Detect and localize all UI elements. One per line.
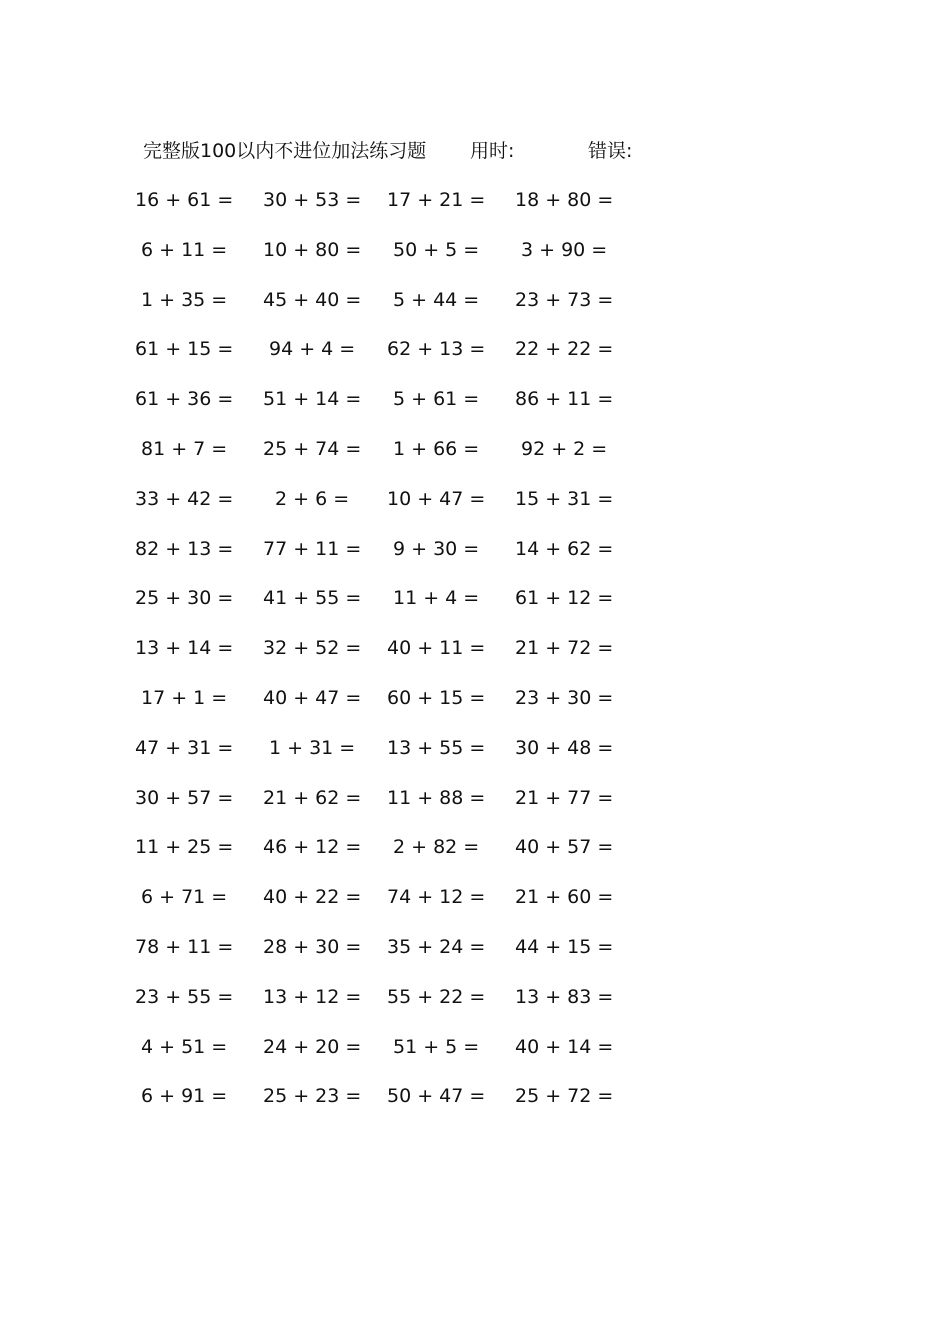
problem-cell: 25 + 23 = [263, 1085, 362, 1108]
problem-cell: 50 + 47 = [387, 1085, 486, 1108]
problem-cell: 9 + 30 = [393, 537, 480, 560]
problem-cell: 46 + 12 = [263, 836, 362, 859]
problem-cell: 62 + 13 = [387, 338, 486, 361]
problem-cell: 28 + 30 = [263, 935, 362, 958]
problem-row [0, 1081, 950, 1131]
problem-cell: 13 + 55 = [387, 736, 486, 759]
problem-cell: 40 + 22 = [263, 886, 362, 909]
problem-cell: 94 + 4 = [269, 338, 356, 361]
problem-cell: 30 + 48 = [515, 736, 614, 759]
problem-cell: 21 + 72 = [515, 637, 614, 660]
problem-cell: 47 + 31 = [135, 736, 234, 759]
problem-cell: 23 + 30 = [515, 686, 614, 709]
problem-row [0, 583, 950, 633]
problem-cell: 78 + 11 = [135, 935, 234, 958]
problem-row [0, 783, 950, 833]
problem-row [0, 334, 950, 384]
problem-grid [0, 185, 950, 1131]
problem-cell: 77 + 11 = [263, 537, 362, 560]
problem-cell: 17 + 21 = [387, 189, 486, 211]
problem-cell: 23 + 55 = [135, 985, 234, 1008]
problem-cell: 10 + 80 = [263, 238, 362, 261]
problem-row [0, 733, 950, 783]
problem-cell: 13 + 83 = [515, 985, 614, 1008]
problem-cell: 18 + 80 = [515, 189, 614, 211]
problem-cell: 74 + 12 = [387, 886, 486, 909]
problem-cell: 60 + 15 = [387, 686, 486, 709]
problem-cell: 81 + 7 = [141, 437, 228, 460]
problem-cell: 55 + 22 = [387, 985, 486, 1008]
problem-cell: 30 + 53 = [263, 189, 362, 211]
problem-row [0, 285, 950, 335]
problem-cell: 3 + 90 = [521, 238, 608, 261]
problem-cell: 16 + 61 = [135, 189, 234, 211]
problem-cell: 44 + 15 = [515, 935, 614, 958]
problem-cell: 30 + 57 = [135, 786, 234, 809]
problem-cell: 33 + 42 = [135, 487, 234, 510]
problem-cell: 45 + 40 = [263, 288, 362, 311]
problem-row [0, 484, 950, 534]
problem-cell: 21 + 62 = [263, 786, 362, 809]
problem-cell: 13 + 14 = [135, 637, 234, 660]
problem-cell: 40 + 47 = [263, 686, 362, 709]
problem-cell: 2 + 82 = [393, 836, 480, 859]
problem-row [0, 434, 950, 484]
problem-cell: 40 + 14 = [515, 1035, 614, 1058]
problem-cell: 61 + 12 = [515, 587, 614, 610]
problem-cell: 13 + 12 = [263, 985, 362, 1008]
problem-cell: 21 + 60 = [515, 886, 614, 909]
time-label: 用时: [470, 140, 515, 162]
problem-cell: 25 + 30 = [135, 587, 234, 610]
problem-cell: 25 + 72 = [515, 1085, 614, 1108]
problem-cell: 23 + 73 = [515, 288, 614, 311]
problem-cell: 17 + 1 = [141, 686, 228, 709]
problem-cell: 82 + 13 = [135, 537, 234, 560]
problem-cell: 1 + 35 = [141, 288, 228, 311]
problem-row [0, 384, 950, 434]
problem-row [0, 1032, 950, 1082]
problem-cell: 25 + 74 = [263, 437, 362, 460]
problem-cell: 40 + 57 = [515, 836, 614, 859]
problem-cell: 6 + 71 = [141, 886, 228, 909]
problem-cell: 5 + 61 = [393, 388, 480, 411]
problem-cell: 4 + 51 = [141, 1035, 228, 1058]
problem-cell: 11 + 88 = [387, 786, 486, 809]
problem-cell: 86 + 11 = [515, 388, 614, 411]
problem-row [0, 633, 950, 683]
problem-row [0, 932, 950, 982]
problem-row [0, 185, 950, 235]
problem-cell: 51 + 5 = [393, 1035, 480, 1058]
problem-cell: 40 + 11 = [387, 637, 486, 660]
problem-cell: 24 + 20 = [263, 1035, 362, 1058]
problem-cell: 1 + 31 = [269, 736, 356, 759]
problem-cell: 21 + 77 = [515, 786, 614, 809]
problem-cell: 61 + 36 = [135, 388, 234, 411]
problem-cell: 51 + 14 = [263, 388, 362, 411]
problem-cell: 50 + 5 = [393, 238, 480, 261]
problem-row [0, 982, 950, 1032]
problem-row [0, 683, 950, 733]
problem-cell: 22 + 22 = [515, 338, 614, 361]
problem-cell: 35 + 24 = [387, 935, 486, 958]
problem-row [0, 832, 950, 882]
problem-cell: 41 + 55 = [263, 587, 362, 610]
problem-row [0, 235, 950, 285]
problem-cell: 6 + 91 = [141, 1085, 228, 1108]
problem-cell: 14 + 62 = [515, 537, 614, 560]
problem-cell: 92 + 2 = [521, 437, 608, 460]
problem-cell: 6 + 11 = [141, 238, 228, 261]
problem-cell: 61 + 15 = [135, 338, 234, 361]
error-label: 错误: [588, 140, 633, 162]
problem-cell: 10 + 47 = [387, 487, 486, 510]
problem-cell: 11 + 25 = [135, 836, 234, 859]
worksheet-title: 完整版100以内不进位加法练习题 [143, 140, 427, 162]
problem-row [0, 534, 950, 584]
problem-cell: 1 + 66 = [393, 437, 480, 460]
problem-row [0, 882, 950, 932]
problem-cell: 32 + 52 = [263, 637, 362, 660]
problem-cell: 15 + 31 = [515, 487, 614, 510]
problem-cell: 5 + 44 = [393, 288, 480, 311]
problem-cell: 11 + 4 = [393, 587, 480, 610]
problem-cell: 2 + 6 = [275, 487, 350, 510]
